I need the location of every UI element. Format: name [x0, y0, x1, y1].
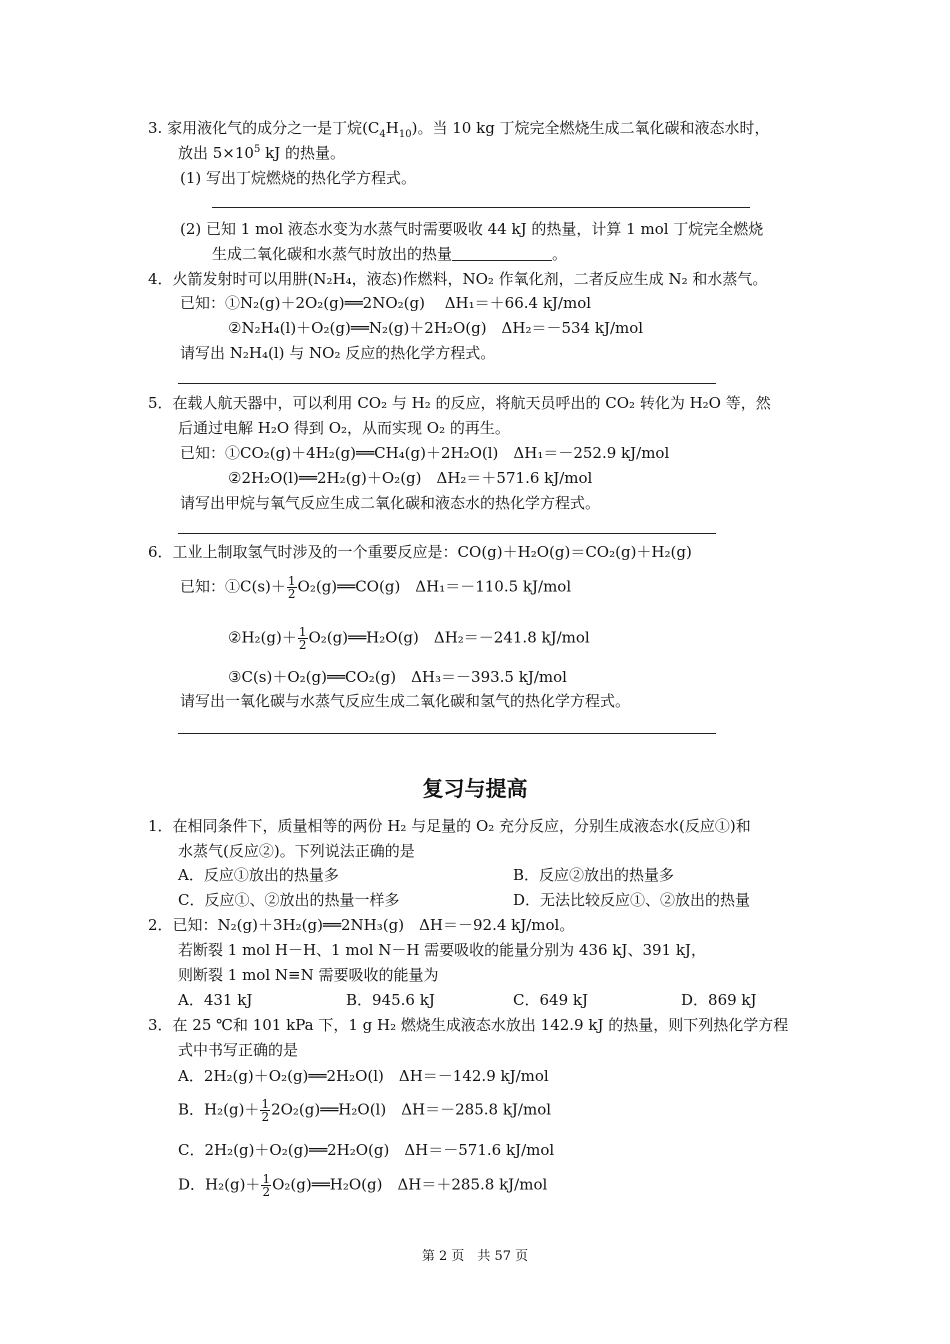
fraction-one-half: $\frac{1}{2}$	[298, 625, 307, 652]
q6-ask: 请写出一氧化碳与水蒸气反应生成二氧化碳和氢气的热化学方程式。	[180, 692, 631, 710]
r2-line-1: 2．已知：N₂(g)＋3H₂(g)══2NH₃(g) ΔH＝－92.4 kJ/mol。	[148, 916, 575, 934]
r1-option-a[interactable]: A．反应①放出的热量多	[178, 866, 339, 884]
fraction-one-half: $\frac{1}{2}$	[262, 1172, 271, 1199]
q6-known-1: 已知：①C(s)＋ $\frac{1}{2}$ O₂(g)══CO(g) ΔH₁＝－110.5 kJ/mol	[180, 574, 572, 601]
q4-known-1: 已知：①N₂(g)＋2O₂(g)══2NO₂(g) ΔH₁＝＋66.4 kJ/mol	[180, 294, 592, 312]
q4-ask: 请写出 N₂H₄(l) 与 NO₂ 反应的热化学方程式。	[180, 344, 496, 362]
q3-sub-1: (1) 写出丁烷燃烧的热化学方程式。	[180, 169, 417, 187]
r3-option-a[interactable]: A．2H₂(g)＋O₂(g)══2H₂O(l) ΔH＝－142.9 kJ/mol	[178, 1067, 549, 1085]
q5-answer-line[interactable]	[178, 533, 716, 534]
r2-line-3: 则断裂 1 mol N≡N 需要吸收的能量为	[178, 966, 439, 984]
r1-option-c[interactable]: C．反应①、②放出的热量一样多	[178, 891, 400, 909]
q5-line-1: 5．在载人航天器中，可以利用 CO₂ 与 H₂ 的反应，将航天员呼出的 CO₂ 转化为 H₂O 等，然	[148, 394, 771, 412]
q6-line-1: 6．工业上制取氢气时涉及的一个重要反应是：CO(g)＋H₂O(g)＝CO₂(g)＋H₂(g)	[148, 543, 692, 561]
page-footer: 第 2 页 共 57 页	[421, 1249, 529, 1264]
q5-known-1: 已知：①CO₂(g)＋4H₂(g)══CH₄(g)＋2H₂O(l) ΔH₁＝－252.9 kJ/mol	[180, 444, 670, 462]
r2-line-2: 若断裂 1 mol H－H、1 mol N－H 需要吸收的能量分别为 436 kJ、391 kJ，	[178, 941, 706, 959]
fraction-one-half: $\frac{1}{2}$	[261, 1097, 270, 1124]
r2-option-d[interactable]: D．869 kJ	[681, 991, 757, 1009]
q5-line-2: 后通过电解 H₂O 得到 O₂，从而实现 O₂ 的再生。	[178, 419, 510, 437]
r1-option-d[interactable]: D．无法比较反应①、②放出的热量	[513, 891, 751, 909]
q4-answer-line[interactable]	[178, 383, 716, 384]
fraction-one-half: $\frac{1}{2}$	[287, 574, 296, 601]
q5-ask: 请写出甲烷与氧气反应生成二氧化碳和液态水的热化学方程式。	[180, 494, 601, 512]
q3-answer-blank[interactable]	[452, 244, 552, 261]
q6-answer-line[interactable]	[178, 733, 716, 734]
q5-known-2: ②2H₂O(l)══2H₂(g)＋O₂(g) ΔH₂＝＋571.6 kJ/mol	[228, 469, 593, 487]
r2-option-a[interactable]: A．431 kJ	[178, 991, 253, 1009]
q3-line-1: 3. 家用液化气的成分之一是丁烷$(C_4H_{10})$。当 10 kg 丁烷完全燃烧生成二氧化碳和液态水时，	[148, 119, 770, 140]
q3-sub-2-cont: 生成二氧化碳和水蒸气时放出的热量 。	[212, 245, 568, 263]
r2-option-c[interactable]: C．649 kJ	[513, 991, 588, 1009]
q4-line-1: 4．火箭发射时可以用肼(N₂H₄，液态)作燃料，NO₂ 作氧化剂，二者反应生成 N₂ 和水蒸气。	[148, 270, 768, 288]
r3-option-d[interactable]: D．H₂(g)＋ $\frac{1}{2}$ O₂(g)══H₂O(g) ΔH＝＋285.8 kJ/mol	[178, 1172, 548, 1199]
r3-option-c[interactable]: C．2H₂(g)＋O₂(g)══2H₂O(g) ΔH＝－571.6 kJ/mol	[178, 1141, 555, 1159]
q3-line-2: 放出 $5\times 10^5$ kJ 的热量。	[178, 144, 345, 162]
q6-known-2: ②H₂(g)＋ $\frac{1}{2}$ O₂(g)══H₂O(g) ΔH₂＝－241.8 kJ/mol	[228, 625, 590, 652]
r1-line-2: 水蒸气(反应②)。下列说法正确的是	[178, 842, 415, 860]
r3-option-b[interactable]: B．H₂(g)＋ $\frac{1}{2}$ 2O₂(g)══H₂O(l) ΔH＝－285.8 kJ/mol	[178, 1097, 552, 1124]
r3-line-1: 3．在 25 ℃和 101 kPa 下，1 g H₂ 燃烧生成液态水放出 142.9 kJ 的热量，则下列热化学方程	[148, 1016, 789, 1034]
q6-known-3: ③C(s)＋O₂(g)══CO₂(g) ΔH₃＝－393.5 kJ/mol	[228, 668, 567, 686]
q3-answer-line-1[interactable]	[212, 207, 750, 208]
r2-option-b[interactable]: B．945.6 kJ	[346, 991, 435, 1009]
q4-known-2: ②N₂H₄(l)＋O₂(g)══N₂(g)＋2H₂O(g) ΔH₂＝－534 kJ/mol	[228, 319, 644, 337]
q3-sub-2: (2) 已知 1 mol 液态水变为水蒸气时需要吸收 44 kJ 的热量，计算 1 mol 丁烷完全燃烧	[180, 220, 764, 238]
r1-option-b[interactable]: B．反应②放出的热量多	[513, 866, 675, 884]
section-title: 复习与提高	[422, 777, 528, 801]
r3-line-2: 式中书写正确的是	[178, 1041, 299, 1059]
r1-line-1: 1．在相同条件下，质量相等的两份 H₂ 与足量的 O₂ 充分反应，分别生成液态水(反应①)和	[148, 817, 751, 835]
